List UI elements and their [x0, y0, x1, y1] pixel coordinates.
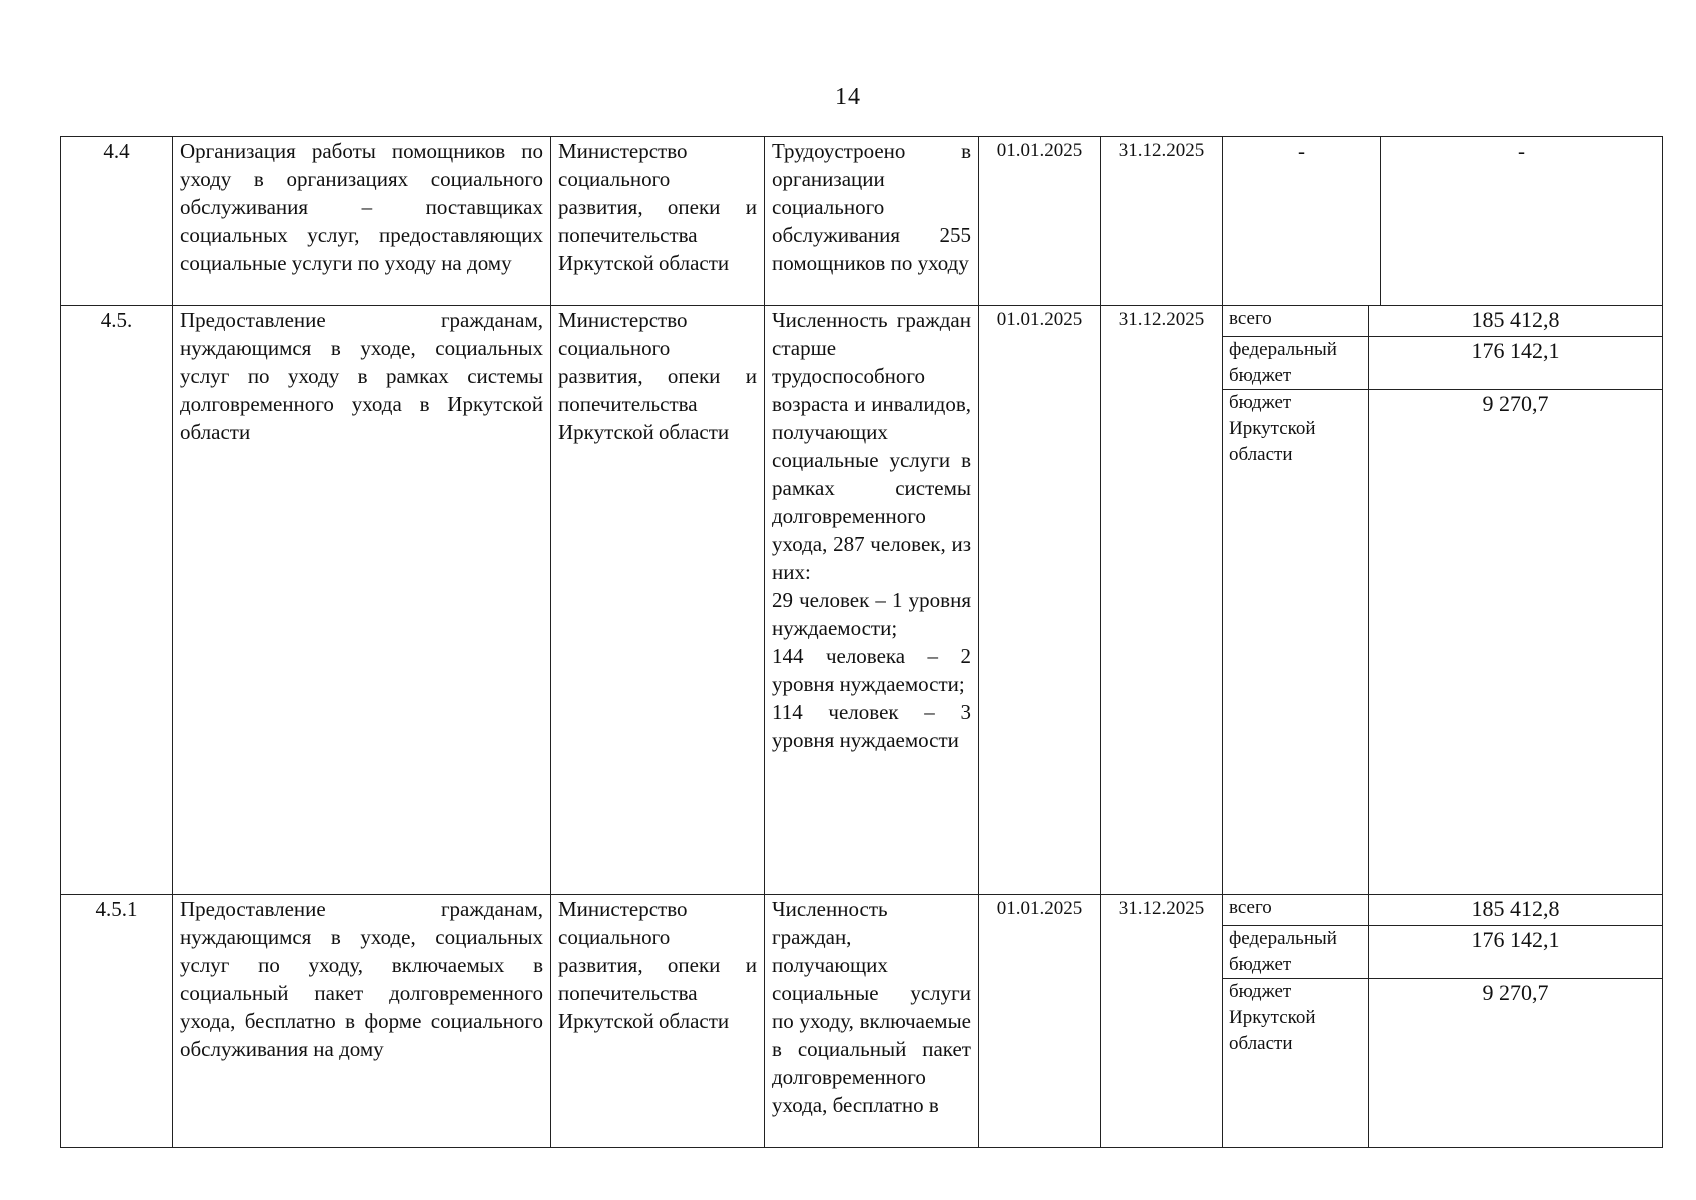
- measures-table: [60, 136, 1663, 1148]
- financing-source: федеральный бюджет: [1223, 926, 1369, 978]
- table-row-4-5: [61, 306, 1663, 895]
- financing-source: бюджет Иркутской области: [1223, 390, 1369, 894]
- financing-amount: 185 412,8: [1471, 896, 1560, 921]
- measure-name: Предоставление гражданам, нуждающимся в уходе, социальных услуг по уходу, включаемых в социальный пакет долговременного ухода, бесплатно в форме социального обслуживания на дому: [173, 895, 551, 1148]
- financing-row: [1223, 926, 1662, 979]
- indicator-line: 144 человека – 2 уровня нуждаемости;: [772, 644, 971, 696]
- measure-name: Организация работы помощников по уходу в организациях социального обслуживания – поставщиках социальных услуг, предоставляющих социальные услуги по уходу на дому: [173, 137, 551, 306]
- financing-row: [1223, 390, 1662, 894]
- financing-source: всего: [1223, 306, 1369, 336]
- financing-row: [1223, 306, 1662, 337]
- table-row-4-5-1: [61, 895, 1663, 1148]
- financing-amount: 9 270,7: [1482, 391, 1549, 416]
- row-number: 4.5.: [61, 306, 173, 895]
- indicator: Численность граждан, получающих социальные услуги по уходу, включаемые в социальный пакет долговременного ухода, бесплатно в: [765, 895, 979, 1148]
- executor: Министерство социального развития, опеки и попечительства Иркутской области: [551, 306, 765, 895]
- financing-row: [1223, 979, 1662, 1147]
- measure-name: Предоставление гражданам, нуждающимся в уходе, социальных услуг по уходу в рамках системы долговременного ухода в Иркутской области: [173, 306, 551, 895]
- table-row-4-4: [61, 137, 1663, 306]
- financing-source: федеральный бюджет: [1223, 337, 1369, 389]
- executor: Министерство социального развития, опеки и попечительства Иркутской области: [551, 137, 765, 306]
- financing-block: [1223, 306, 1663, 895]
- start-date: 01.01.2025: [979, 306, 1101, 895]
- financing-amount: 176 142,1: [1471, 338, 1560, 363]
- financing-amount: 176 142,1: [1471, 927, 1560, 952]
- start-date: 01.01.2025: [979, 137, 1101, 306]
- financing-amount: 9 270,7: [1482, 980, 1549, 1005]
- end-date: 31.12.2025: [1101, 895, 1223, 1148]
- end-date: 31.12.2025: [1101, 137, 1223, 306]
- financing-source: всего: [1223, 895, 1369, 925]
- indicator: Трудоустроено в организации социального обслуживания 255 помощников по уходу: [765, 137, 979, 306]
- executor: Министерство социального развития, опеки и попечительства Иркутской области: [551, 895, 765, 1148]
- financing-amount: -: [1381, 137, 1663, 306]
- indicator-line: Численность граждан старше трудоспособного возраста и инвалидов, получающих социальные услуги в рамках системы долговременного ухода, 287 человек, из них:: [772, 308, 971, 584]
- indicator-line: 29 человек – 1 уровня нуждаемости;: [772, 588, 971, 640]
- financing-row: [1223, 895, 1662, 926]
- financing-amount: 185 412,8: [1471, 307, 1560, 332]
- financing-row: [1223, 337, 1662, 390]
- financing-source: бюджет Иркутской области: [1223, 979, 1369, 1147]
- financing-source: -: [1223, 137, 1381, 306]
- indicator-line: 114 человек – 3 уровня нуждаемости: [772, 700, 971, 752]
- end-date: 31.12.2025: [1101, 306, 1223, 895]
- indicator: [765, 306, 979, 895]
- financing-block: [1223, 895, 1663, 1148]
- start-date: 01.01.2025: [979, 895, 1101, 1148]
- row-number: 4.5.1: [61, 895, 173, 1148]
- page-number: 14: [835, 84, 861, 110]
- row-number: 4.4: [61, 137, 173, 306]
